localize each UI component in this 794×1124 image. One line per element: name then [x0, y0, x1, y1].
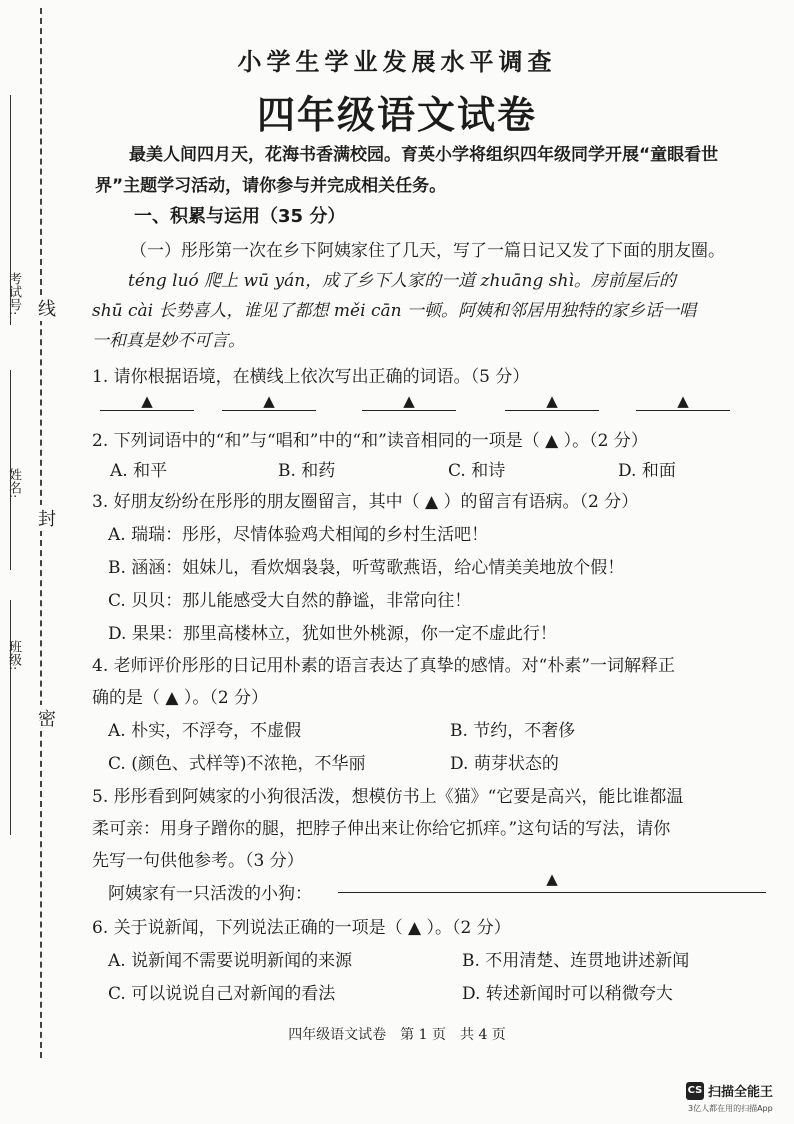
- q4-text-line-2: 确的是（ ▲ ）。（2 分）: [92, 688, 269, 708]
- seal-dashed-line: [40, 8, 42, 1058]
- exam-subtitle: 小学生学业发展水平调查: [237, 47, 557, 76]
- section1-heading: 一、积累与运用（35 分）: [134, 206, 346, 227]
- q6-option-c[interactable]: C. 可以说说自己对新闻的看法: [108, 984, 336, 1004]
- seal-char-line: 线: [32, 295, 58, 321]
- diary-line-1: téng luó 爬上 wū yán，成了乡下人家的一道 zhuāng shì。房前屋后的: [128, 271, 676, 291]
- q4-option-a[interactable]: A. 朴实，不浮夸，不虚假: [108, 721, 302, 741]
- q6-option-a[interactable]: A. 说新闻不需要说明新闻的来源: [108, 951, 353, 971]
- part1-intro: （一）彤彤第一次在乡下阿姨家住了几天，写了一篇日记又发了下面的朋友圈。: [130, 241, 725, 261]
- q4-text-line-1: 4. 老师评价彤彤的日记用朴素的语言表达了真挚的感情。对“朴素”一词解释正: [92, 656, 676, 676]
- q6-text: 6. 关于说新闻，下列说法正确的一项是（ ▲ ）。（2 分）: [92, 918, 511, 938]
- watermark-tagline: 3亿人都在用的扫描App: [688, 1104, 773, 1113]
- q3-option-c[interactable]: C. 贝贝：那儿能感受大自然的静谧，非常向往！: [108, 591, 472, 611]
- seal-char-mi: 密: [32, 705, 58, 731]
- q5-text-line-1: 5. 彤彤看到阿姨家的小狗很活泼，想模仿书上《猫》“它要是高兴，能比谁都温: [92, 787, 684, 807]
- q1-text: 1. 请你根据语境，在横线上依次写出正确的词语。（5 分）: [92, 367, 530, 387]
- name-label: 姓名:: [6, 468, 21, 499]
- q2-option-c[interactable]: C. 和诗: [448, 461, 506, 481]
- diary-line-3: 一和真是妙不可言。: [92, 331, 245, 351]
- q6-option-b[interactable]: B. 不用清楚、连贯地讲述新闻: [462, 951, 690, 971]
- q3-text: 3. 好朋友纷纷在彤彤的朋友圈留言，其中（ ▲ ）的留言有语病。（2 分）: [92, 492, 639, 512]
- q4-option-c[interactable]: C. (颜色、式样等)不浓艳，不华丽: [108, 754, 366, 774]
- watermark-brand: 扫描全能王: [708, 1085, 774, 1100]
- q4-option-d[interactable]: D. 萌芽状态的: [450, 754, 559, 774]
- q2-text: 2. 下列词语中的“和”与“唱和”中的“和”读音相同的一项是（ ▲ ）。（2 分）: [92, 431, 648, 451]
- class-label: 班级:: [6, 640, 21, 671]
- q6-option-d[interactable]: D. 转述新闻时可以稍微夸大: [462, 984, 673, 1004]
- page-footer: 四年级语文试卷 第 1 页 共 4 页: [288, 1027, 506, 1043]
- q5-answer-prompt: 阿姨家有一只活泼的小狗：: [108, 884, 312, 904]
- q1-blank-2[interactable]: ▲: [222, 392, 316, 411]
- exam-no-label: 考试号:: [6, 272, 21, 316]
- q1-blank-1[interactable]: ▲: [100, 392, 194, 411]
- q2-option-b[interactable]: B. 和药: [278, 461, 336, 481]
- camscanner-logo-icon: CS: [686, 1082, 704, 1100]
- q5-answer-blank[interactable]: ▲: [338, 870, 766, 893]
- q4-option-b[interactable]: B. 节约，不奢侈: [450, 721, 576, 741]
- q3-option-d[interactable]: D. 果果：那里高楼林立，犹如世外桃源，你一定不虚此行！: [108, 624, 557, 644]
- q2-option-a[interactable]: A. 和平: [110, 461, 168, 481]
- class-rule: [10, 600, 11, 835]
- diary-line-2: shū cài 长势喜人，谁见了都想 měi cān 一顿。阿姨和邻居用独特的家乡话一唱: [92, 301, 696, 321]
- q5-text-line-3: 先写一句供他参考。（3 分）: [92, 851, 304, 871]
- q1-blank-4[interactable]: ▲: [505, 392, 599, 411]
- q2-option-d[interactable]: D. 和面: [618, 461, 676, 481]
- q3-option-a[interactable]: A. 瑞瑞：彤彤，尽情体验鸡犬相闻的乡村生活吧！: [108, 525, 489, 545]
- seal-char-feng: 封: [32, 505, 58, 531]
- q1-blank-3[interactable]: ▲: [362, 392, 456, 411]
- q3-option-b[interactable]: B. 涵涵：姐妹儿，看炊烟袅袅，听莺歌燕语，给心情美美地放个假！: [108, 558, 625, 578]
- q5-text-line-2: 柔可亲：用身子蹭你的腿，把脖子伸出来让你给它抓痒。”这句话的写法，请你: [92, 819, 671, 839]
- exam-title: 四年级语文试卷: [256, 93, 537, 137]
- intro-paragraph: 最美人间四月天，花海书香满校园。育英小学将组织四年级同学开展“童眼看世界”主题学习活动，请你参与并完成相关任务。: [95, 145, 719, 196]
- q1-blank-5[interactable]: ▲: [636, 392, 730, 411]
